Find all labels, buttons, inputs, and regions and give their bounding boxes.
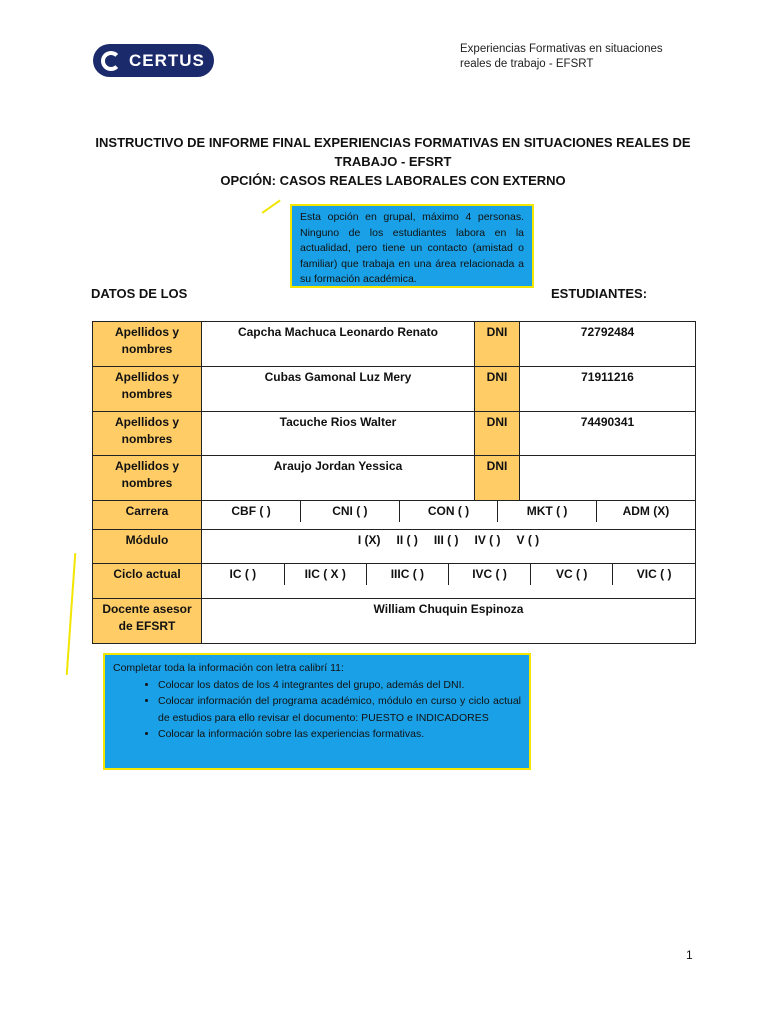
header-line-2: reales de trabajo - EFSRT: [460, 58, 594, 70]
dni-label: DNI: [475, 456, 520, 501]
ciclo-options: [202, 564, 696, 599]
student-dni: [520, 456, 696, 501]
header-line-1: Experiencias Formativas en situaciones: [460, 43, 663, 55]
carrera-option: MKT ( ): [498, 501, 597, 522]
title-line-1: INSTRUCTIVO DE INFORME FINAL EXPERIENCIAS FORMATIVAS EN SITUACIONES REALES DE: [95, 135, 691, 150]
dni-label: DNI: [475, 412, 520, 456]
callout-bottom: [103, 653, 531, 770]
datos-label-right: ESTUDIANTES:: [551, 286, 648, 301]
list-item: • Colocar información del programa académico, módulo en curso y ciclo actual de estudios para ello revisar el documento: PUESTO e INDICADORES: [158, 693, 521, 726]
certus-logo: [93, 44, 214, 77]
modulo-option: I (X): [357, 533, 381, 547]
carrera-option: ADM (X): [596, 501, 695, 522]
student-dni: 71911216: [520, 367, 696, 412]
ciclo-label: Ciclo actual: [93, 564, 202, 599]
student-name: Tacuche Rios Walter: [202, 412, 475, 456]
callout-top: [290, 204, 534, 288]
annotation-line: [66, 553, 76, 675]
name-label: Apellidos y nombres: [93, 367, 202, 412]
student-dni: 72792484: [520, 322, 696, 367]
ciclo-option: VIC ( ): [613, 564, 695, 585]
ciclo-option: IVC ( ): [448, 564, 530, 585]
callout-bottom-intro: Completar toda la información con letra calibrí 11:: [113, 662, 344, 674]
name-label: Apellidos y nombres: [93, 412, 202, 456]
list-item: • Colocar la información sobre las experiencias formativas.: [158, 726, 521, 743]
docente-row: [93, 599, 696, 644]
student-name: Cubas Gamonal Luz Mery: [202, 367, 475, 412]
student-name: Capcha Machuca Leonardo Renato: [202, 322, 475, 367]
student-row: [93, 456, 696, 501]
docente-label: Docente asesor de EFSRT: [93, 599, 202, 644]
callout-top-text: Esta opción en grupal, máximo 4 personas. Ninguno de los estudiantes labora en la actualidad, pero tiene un contacto (amistad o familiar) que trabaja en una área relacionada a su formación académica.: [300, 211, 524, 285]
modulo-options: [202, 530, 696, 564]
dni-label: DNI: [475, 367, 520, 412]
list-item: • Colocar los datos de los 4 integrantes del grupo, además del DNI.: [158, 677, 521, 694]
dni-label: DNI: [475, 322, 520, 367]
student-name: Araujo Jordan Yessica: [202, 456, 475, 501]
document-title: [95, 133, 691, 190]
modulo-option: II ( ): [396, 533, 418, 547]
name-label: Apellidos y nombres: [93, 322, 202, 367]
ciclo-option: VC ( ): [531, 564, 613, 585]
ciclo-row: [93, 564, 696, 599]
logo-text: CERTUS: [129, 50, 205, 70]
modulo-label: Módulo: [93, 530, 202, 564]
title-line-3: OPCIÓN: CASOS REALES LABORALES CON EXTERNO: [220, 173, 566, 188]
annotation-mark: [262, 200, 281, 214]
student-row: [93, 367, 696, 412]
callout-bottom-list: [113, 677, 521, 743]
carrera-row: [93, 501, 696, 530]
students-form-table: [92, 321, 696, 644]
carrera-label: Carrera: [93, 501, 202, 530]
modulo-option: III ( ): [433, 533, 459, 547]
carrera-option: CNI ( ): [301, 501, 400, 522]
carrera-option: CON ( ): [399, 501, 498, 522]
logo-mark-icon: [101, 51, 121, 71]
carrera-options: [202, 501, 696, 530]
header-note: [460, 42, 710, 72]
ciclo-option: IIIC ( ): [366, 564, 448, 585]
docente-value: William Chuquin Espinoza: [202, 599, 696, 644]
datos-label-left: DATOS DE LOS: [91, 286, 188, 301]
student-row: [93, 412, 696, 456]
ciclo-option: IIC ( X ): [284, 564, 366, 585]
modulo-row: [93, 530, 696, 564]
title-line-2: TRABAJO - EFSRT: [334, 154, 452, 169]
modulo-option: V ( ): [516, 533, 540, 547]
page-number: 1: [686, 948, 693, 962]
name-label: Apellidos y nombres: [93, 456, 202, 501]
modulo-option: IV ( ): [474, 533, 501, 547]
ciclo-option: IC ( ): [229, 567, 257, 581]
student-dni: 74490341: [520, 412, 696, 456]
carrera-option: CBF ( ): [231, 504, 271, 518]
student-row: [93, 322, 696, 367]
